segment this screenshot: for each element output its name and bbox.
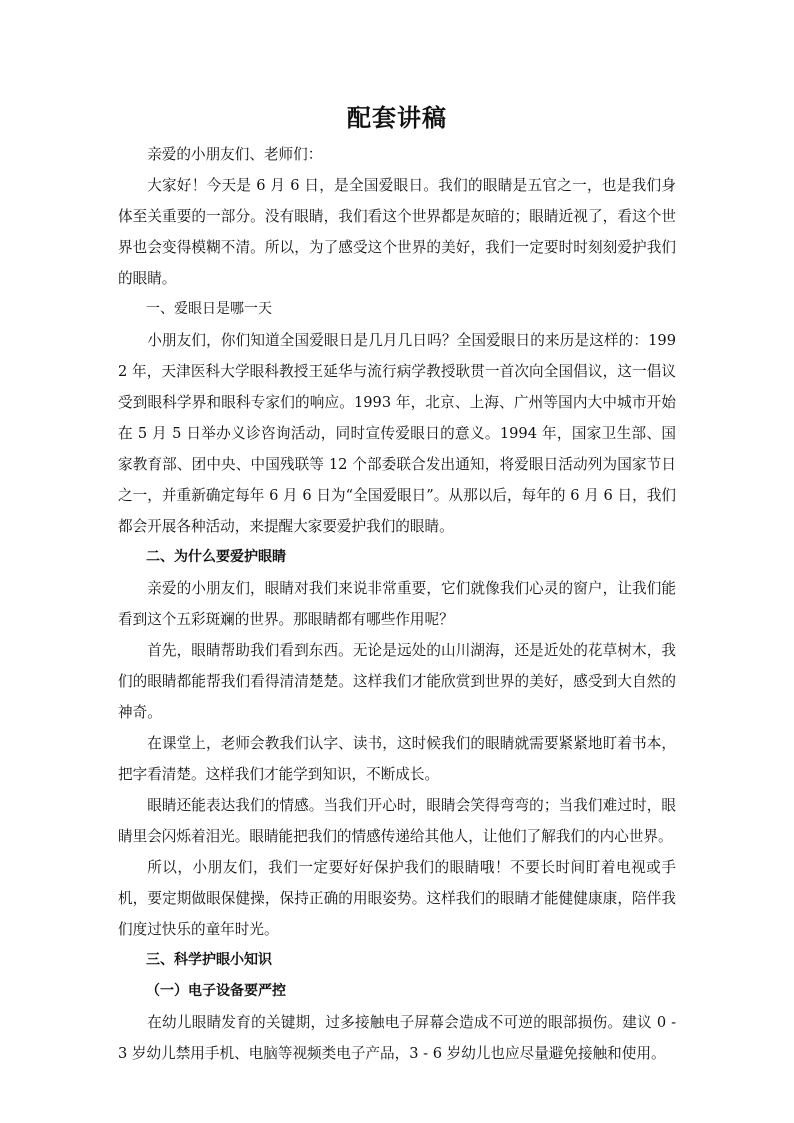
- emotion-paragraph: 眼睛还能表达我们的情感。当我们开心时，眼睛会笑得弯弯的；当我们难过时，眼睛里会闪烁着泪光。眼睛能把我们的情感传递给其他人，让他们了解我们的内心世界。: [118, 797, 676, 845]
- protection-paragraph: 所以，小朋友们，我们一定要好好保护我们的眼睛哦！不要长时间盯着电视或手机，要定期做眼保健操，保持正确的用眼姿势。这样我们的眼睛才能健健康康，陪伴我们度过快乐的童年时光。: [118, 859, 676, 938]
- intro-paragraph: 大家好！今天是 6 月 6 日，是全国爱眼日。我们的眼睛是五官之一，也是我们身体至关重要的一部分。没有眼睛，我们看这个世界都是灰暗的；眼睛近视了，看这个世界也会变得模糊不清。所以，为了感受这个世界的美好，我们一定要时时刻刻爱护我们的眼睛。: [118, 177, 676, 287]
- document-title: 配套讲稿: [347, 103, 447, 132]
- section-heading-1: 一、爱眼日是哪一天: [146, 301, 272, 317]
- subsection-heading-1: （一）电子设备要严控: [146, 983, 286, 999]
- seeing-paragraph: 首先，眼睛帮助我们看到东西。无论是远处的山川湖海，还是近处的花草树木，我们的眼睛都能帮我们看得清清楚楚。这样我们才能欣赏到世界的美好，感受到大自然的神奇。: [118, 642, 676, 721]
- history-paragraph: 小朋友们，你们知道全国爱眼日是几月几日吗？全国爱眼日的来历是这样的：1992 年，天津医科大学眼科教授王延华与流行病学教授耿贯一首次向全国倡议，这一倡议受到眼科学界和眼科专家们的响应。1993 年，北京、上海、广州等国内大中城市开始在 5 月 5 日举办义诊咨询活动，同时宣传爱眼日的意义。1994 年，国家卫生部、国家教育部、团中央、中国残联等 12 个部委联合发出通知，将爱眼日活动列为国家节日之一，并重新确定每年 6 月 6 日为“全国爱眼日”。从那以后，每年的 6 月 6 日，我们都会开展各种活动，来提醒大家要爱护我们的眼睛。: [118, 332, 676, 535]
- classroom-paragraph: 在课堂上，老师会教我们认字、读书，这时候我们的眼睛就需要紧紧地盯着书本，把字看清楚。这样我们才能学到知识，不断成长。: [118, 735, 676, 783]
- greeting-paragraph: 亲爱的小朋友们、老师们：: [147, 146, 323, 163]
- device-control-paragraph: 在幼儿眼睛发育的关键期，过多接触电子屏幕会造成不可逆的眼部损伤。建议 0 - 3 岁幼儿禁用手机、电脑等视频类电子产品，3 - 6 岁幼儿也应尽量避免接触和使用。: [118, 1014, 676, 1062]
- section-heading-2: 二、为什么要爱护眼睛: [146, 549, 286, 565]
- document-body: [118, 139, 676, 1069]
- section-heading-3: 三、科学护眼小知识: [146, 952, 272, 968]
- importance-paragraph: 亲爱的小朋友们，眼睛对我们来说非常重要，它们就像我们心灵的窗户，让我们能看到这个五彩斑斓的世界。那眼睛都有哪些作用呢？: [118, 580, 676, 628]
